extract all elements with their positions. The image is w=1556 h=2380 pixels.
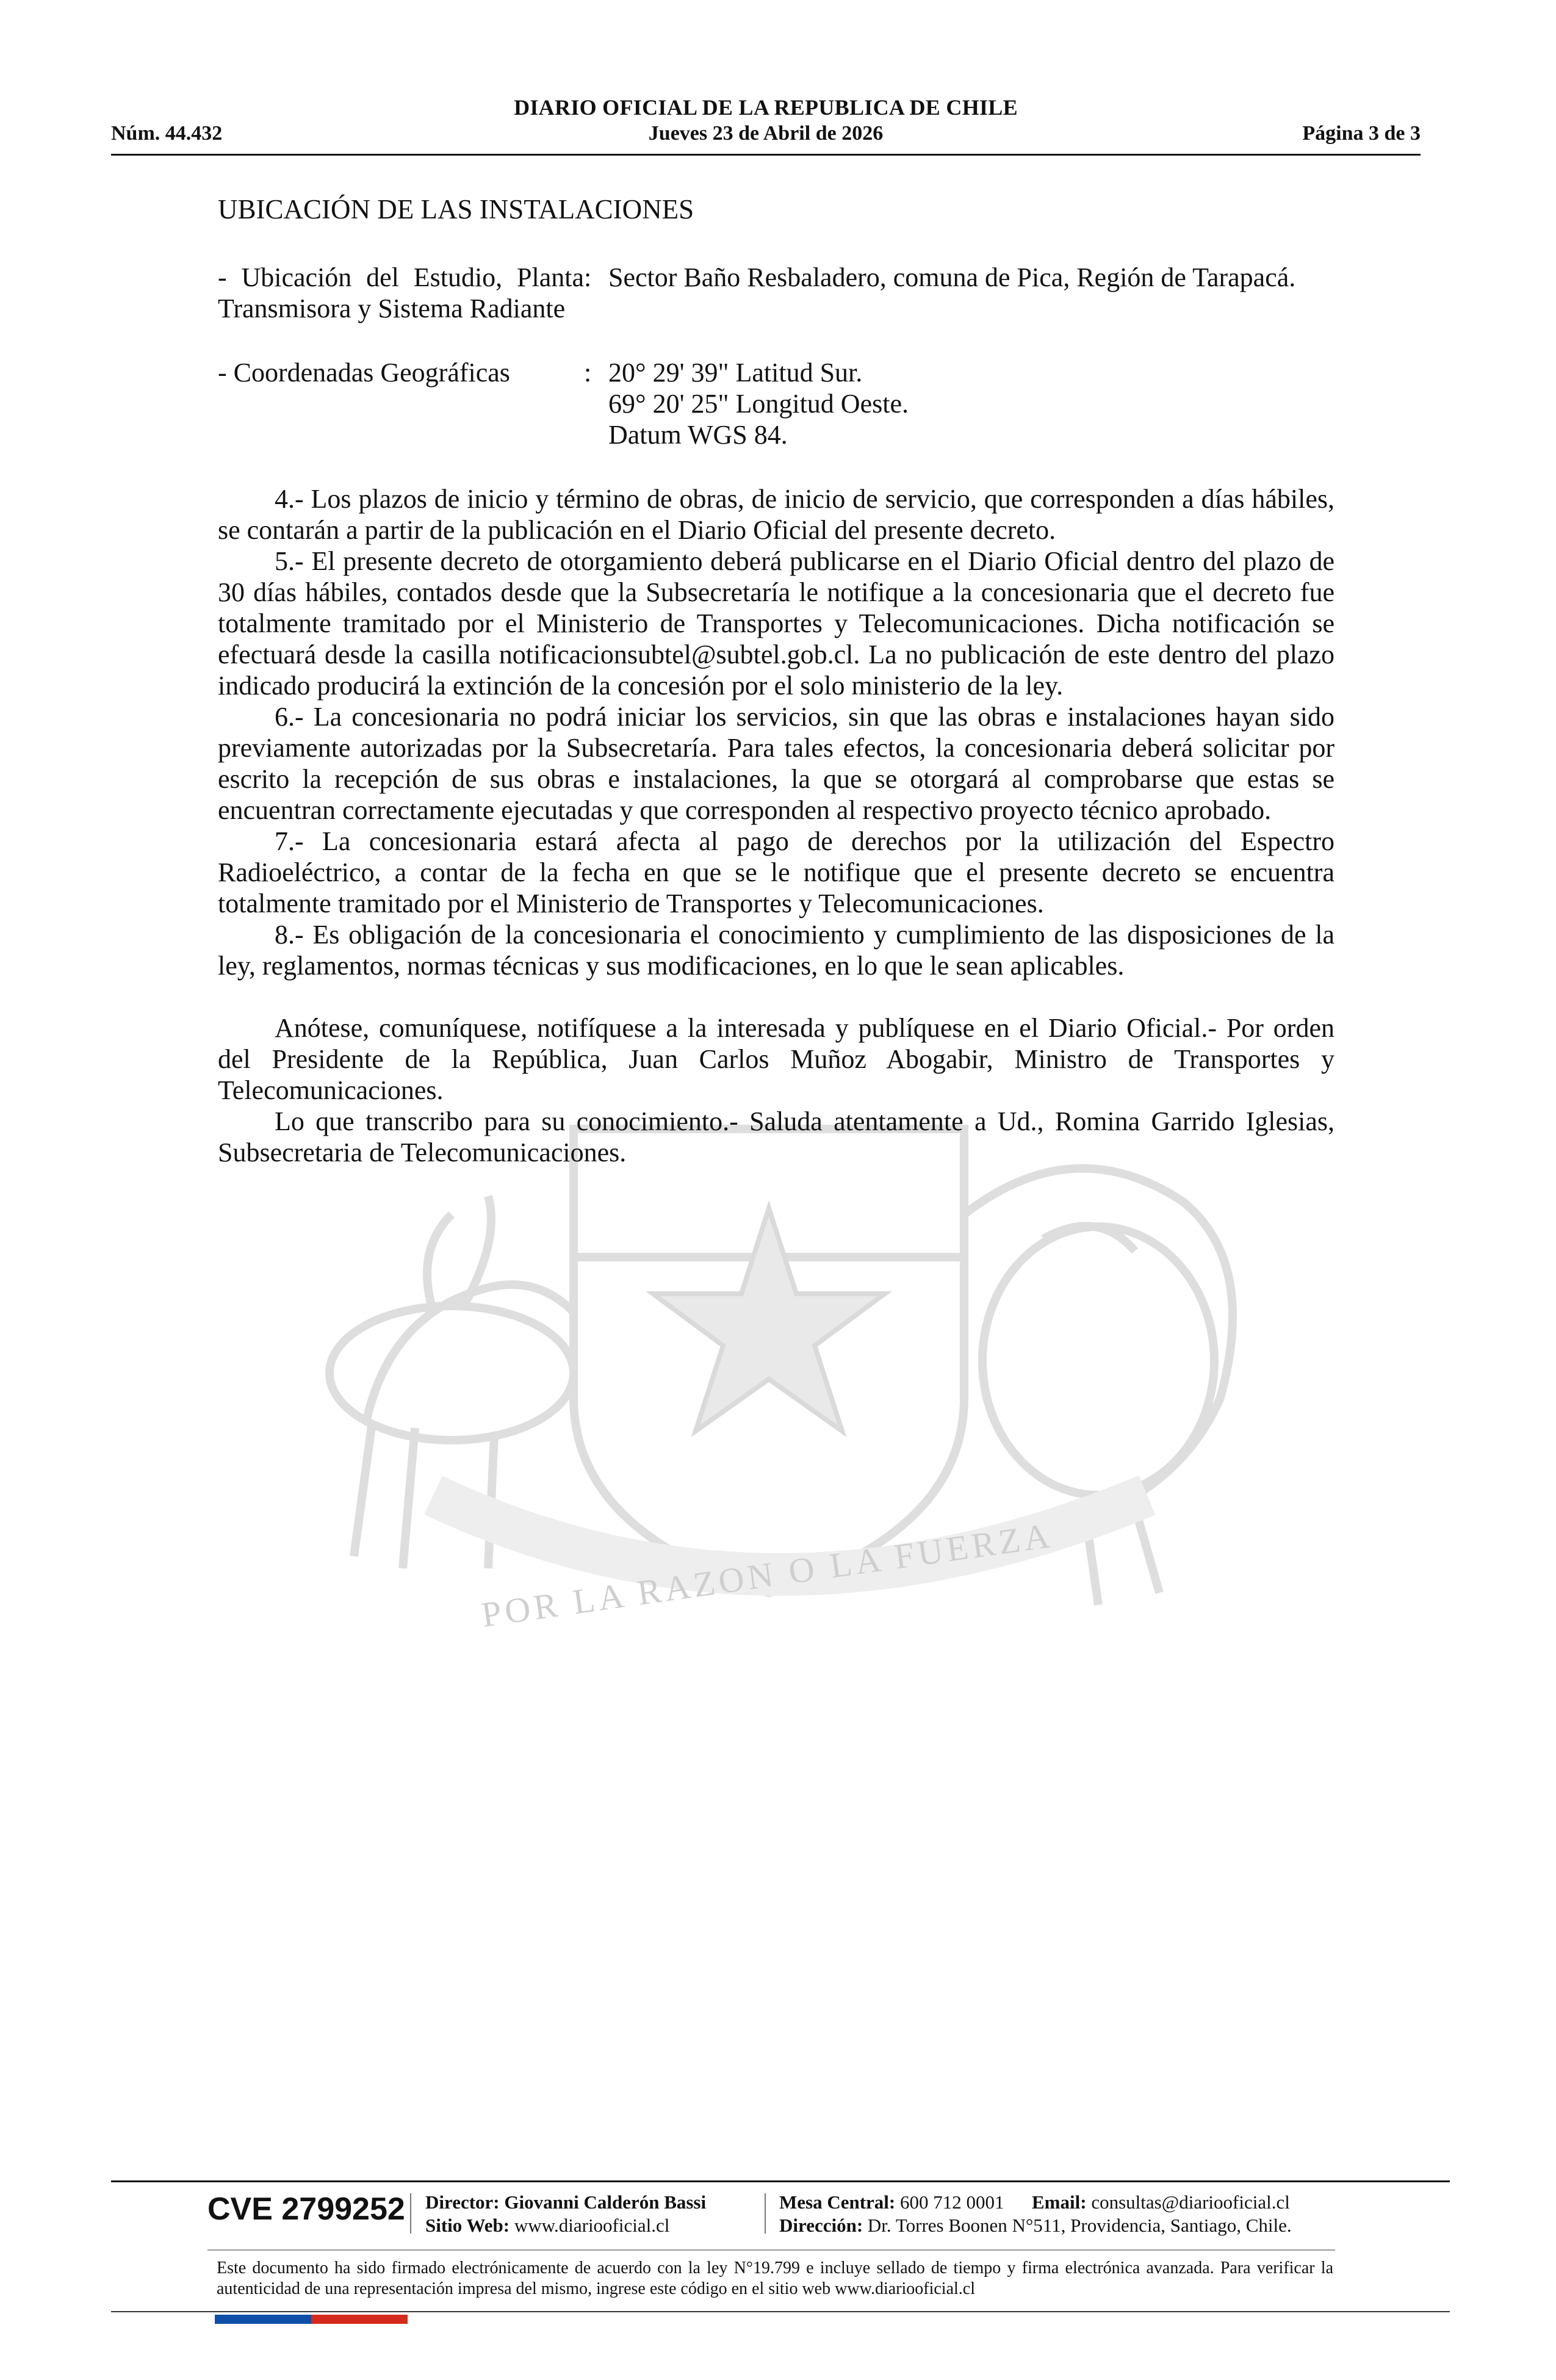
website-line bbox=[425, 2214, 706, 2237]
closing-paragraph: Anótese, comuníquese, notifíquese a la interesada y publíquese en el Diario Oficial.- Por orden del Presidente de la República, Juan Carlos Muñoz Abogabir, Ministro de Transportes y Telecomunicaciones. bbox=[218, 1013, 1334, 1105]
cve-code: CVE 2799252 bbox=[207, 2191, 405, 2227]
coordinates-value bbox=[608, 357, 1334, 450]
signature-paragraph: Lo que transcribo para su conocimiento.- Saluda atentamente a Ud., Romina Garrido Iglesias, Subsecretaria de Telecomunicaciones. bbox=[218, 1106, 1334, 1167]
page-indicator: Página 3 de 3 bbox=[1302, 122, 1421, 145]
email-label: Email: bbox=[1032, 2191, 1087, 2213]
mesa-label: Mesa Central: bbox=[779, 2191, 896, 2213]
address-label: Dirección: bbox=[779, 2215, 863, 2236]
contact-line bbox=[779, 2191, 1292, 2214]
paragraph-6: 6.- La concesionaria no podrá iniciar los servicios, sin que las obras e instalaciones hayan sido previamente autorizadas por la Subsecretaría. Para tales efectos, la concesionaria deberá solicitar por escrito la recepción de sus obras e instalaciones, la que se otorgará al comprobarse que estas se encuentran correctamente ejecutadas y que corresponden al respectivo proyecto técnico aprobado. bbox=[218, 702, 1334, 825]
mesa-phone: 600 712 0001 bbox=[900, 2191, 1004, 2213]
section-heading: UBICACIÓN DE LAS INSTALACIONES bbox=[218, 194, 694, 225]
header-divider bbox=[111, 154, 1421, 156]
watermark-motto: POR LA RAZON O LA FUERZA bbox=[478, 1515, 1056, 1635]
issue-date: Jueves 23 de Abril de 2026 bbox=[648, 122, 884, 145]
flag-red-segment bbox=[311, 2315, 408, 2324]
paragraph-5: 5.- El presente decreto de otorgamiento deberá publicarse en el Diario Oficial dentro del plazo de 30 días hábiles, contados desde que la Subsecretaría le notifique a la concesionaria que el decreto fue totalmente tramitado por el Ministerio de Transportes y Telecomunicaciones. Dicha notificación se efectuará desde la casilla notificacionsubtel@subtel.gob.cl. La no publicación de este dentro del plazo indicado producirá la extinción de la concesión por el solo ministerio de la ley. bbox=[218, 546, 1334, 701]
director-line bbox=[425, 2191, 706, 2214]
location-value: Sector Baño Resbaladero, comuna de Pica, Región de Tarapacá. bbox=[608, 262, 1296, 292]
director-name: Giovanni Calderón Bassi bbox=[504, 2191, 707, 2213]
datum-line: Datum WGS 84. bbox=[608, 420, 788, 450]
location-label: - Ubicación del Estudio, Planta Transmisora y Sistema Radiante bbox=[218, 262, 584, 323]
footer-separator bbox=[765, 2193, 766, 2234]
page-header bbox=[111, 95, 1421, 156]
document-body bbox=[218, 194, 1334, 1168]
signature-disclaimer: Este documento ha sido firmado electrónicamente de acuerdo con la ley N°19.799 e incluye sellado de tiempo y firma electrónica avanzada. Para verificar la autenticidad de una representación impresa del mismo, ingrese este código en el sitio web www.diariooficial.cl bbox=[217, 2259, 1333, 2298]
website-link[interactable]: www.diariooficial.cl bbox=[514, 2215, 670, 2236]
location-row-coordinates bbox=[218, 357, 1334, 450]
paragraph-4: 4.- Los plazos de inicio y término de obras, de inicio de servicio, que corresponden a días hábiles, se contarán a partir de la publicación en el Diario Oficial del presente decreto. bbox=[218, 484, 1334, 545]
issue-number: Núm. 44.432 bbox=[111, 122, 223, 145]
footer-director-block bbox=[425, 2191, 706, 2237]
address-line bbox=[779, 2214, 1292, 2237]
footer-divider bbox=[111, 2180, 1450, 2182]
coordinates-colon: : bbox=[584, 358, 592, 388]
longitude-line: 69° 20' 25" Longitud Oeste. bbox=[608, 389, 909, 419]
paragraph-8: 8.- Es obligación de la concesionaria el conocimiento y cumplimiento de las disposiciones de la ley, reglamentos, normas técnicas y sus modificaciones, en lo que le sean aplicables. bbox=[218, 920, 1334, 981]
footer-thin-divider bbox=[207, 2249, 1335, 2251]
paragraph-7: 7.- La concesionaria estará afecta al pago de derechos por la utilización del Espectro Radioeléctrico, a contar de la fecha en que se le notifique que el presente decreto se encuentra totalmente tramitado por el Ministerio de Transportes y Telecomunicaciones. bbox=[218, 826, 1334, 918]
footer-separator bbox=[410, 2193, 411, 2234]
newspaper-title: DIARIO OFICIAL DE LA REPUBLICA DE CHILE bbox=[514, 95, 1018, 120]
flag-stripe bbox=[215, 2315, 408, 2324]
website-label: Sitio Web: bbox=[425, 2215, 510, 2236]
address-value: Dr. Torres Boonen N°511, Providencia, Santiago, Chile. bbox=[867, 2215, 1292, 2236]
latitude-line: 20° 29' 39" Latitud Sur. bbox=[608, 358, 863, 388]
location-row-studio bbox=[218, 262, 1334, 324]
footer-bottom-divider bbox=[111, 2311, 1450, 2312]
email-link[interactable]: consultas@diariooficial.cl bbox=[1091, 2191, 1290, 2213]
location-colon: : bbox=[584, 262, 592, 292]
coordinates-label: - Coordenadas Geográficas bbox=[218, 358, 510, 388]
flag-blue-segment bbox=[215, 2315, 311, 2324]
director-label: Director: bbox=[425, 2191, 500, 2213]
footer-contact-block bbox=[779, 2191, 1292, 2237]
